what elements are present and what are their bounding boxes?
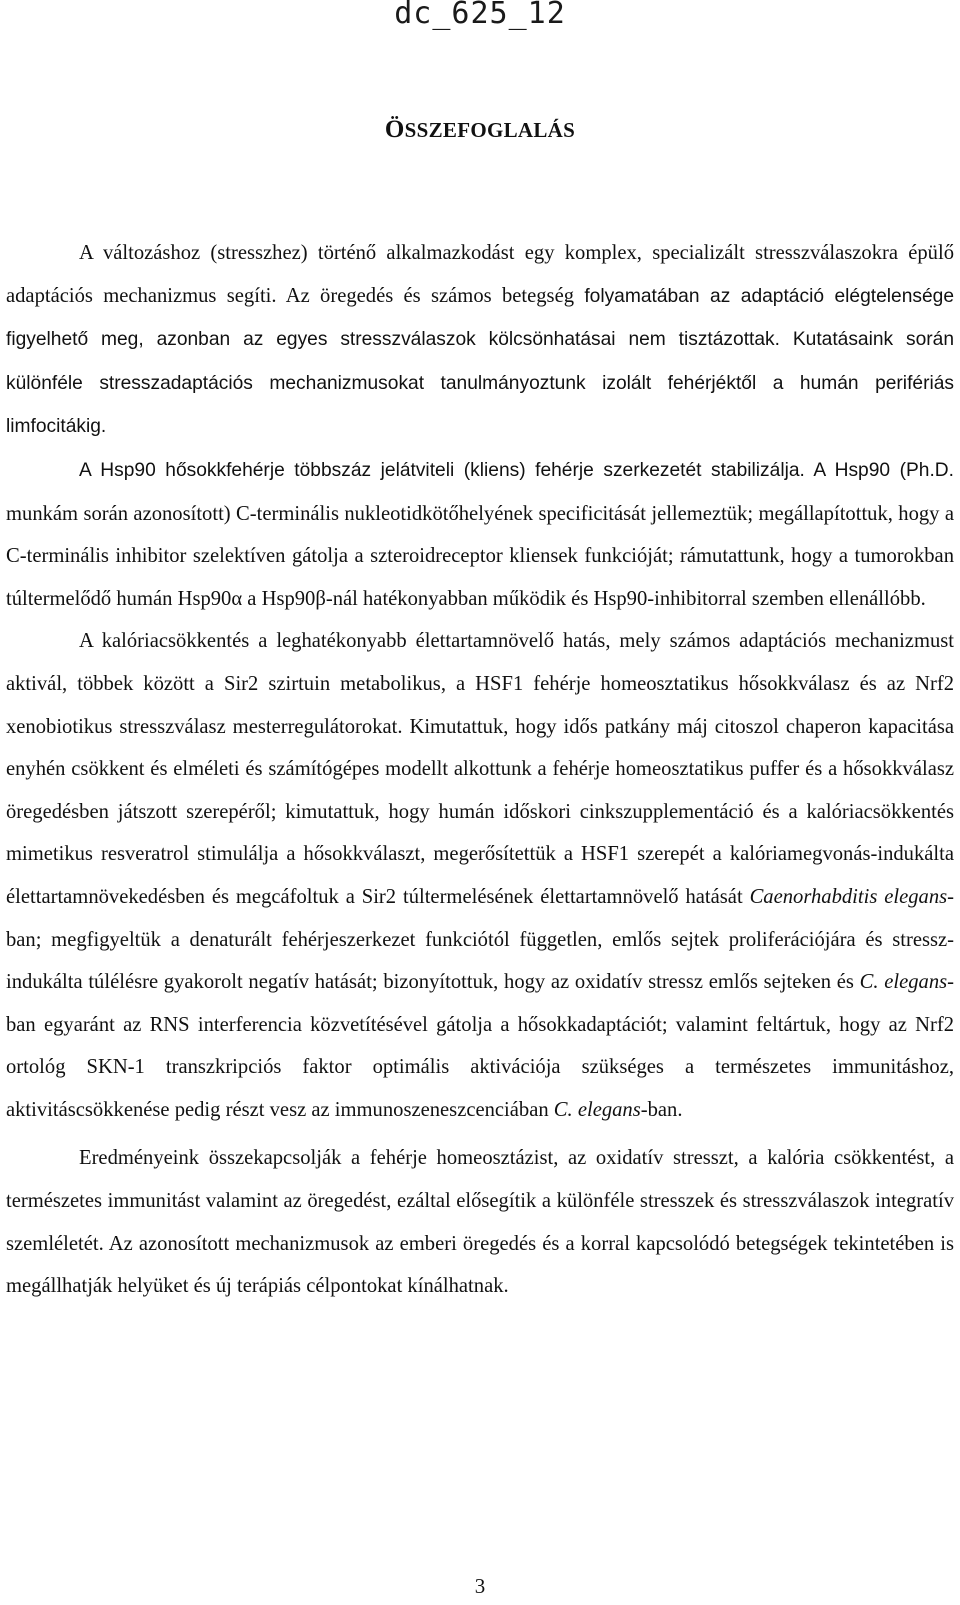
title-initial: Ö bbox=[384, 116, 405, 143]
text-segment: A kalóriacsökkentés a leghatékonyabb élettartamnövelő hatás, mely számos adaptációs mechanizmust aktivál, többek között a Sir2 szirtuin metabolikus, a HSF1 fehérje homeosztatikus hősokkválasz és az Nrf2 xenobiotikus stresszválasz mesterregulátorokat. Kimutattuk, hogy idős patkány máj citoszol chaperon kapacitása enyhén csökkent és elméleti és számítógépes modellt alkottunk a fehérje homeosztatikus puffer és a hősokkválasz öregedésben játszott szerepéről; kimutattuk, hogy humán időskori cinkszupplementáció és a kalóriacsökkentés mimetikus resveratrol stimulálja a hősokkválaszt, megerősítettük a HSF1 szerepét a kalóriamegvonás-indukálta élettartamnövekedésben és megcáfoltuk a Sir2 túltermelésének élettartamnövelő hatását bbox=[6, 630, 954, 908]
text-segment: A változáshoz (stresszhez) történő alkalmazkodást egy komplex, specializált stresszválaszokra épülő adaptációs mechanizmus segíti. Az öregedés és számos betegség bbox=[6, 242, 954, 307]
text-segment: -ban; megfigyeltük a denaturált fehérjeszerkezet funkciótól független, emlős sejtek proliferációjára és stressz-indukálta túlélésre gyakorolt negatív hatását; bizonyítottuk, hogy az oxidatív stressz emlős sejteken és bbox=[6, 885, 954, 994]
paragraph-intro bbox=[6, 232, 954, 449]
text-segment: -ban. bbox=[640, 1098, 683, 1121]
text-segment: munkám során azonosított) C-terminális nukleotidkötőhelyének specificitását jellemeztük; megállapítottuk, hogy a C-terminális inhibitor szelektíven gátolja a szteroidreceptor kliensek funkcióját; rámutattunk, hogy a tumorokban túltermelődő humán Hsp90α a Hsp90β-nál hatékonyabban működik és Hsp90-inhibitorral szemben ellenállóbb. bbox=[6, 502, 954, 610]
page-title bbox=[0, 116, 960, 144]
title-rest: SSZEFOGLALÁS bbox=[404, 118, 576, 142]
text-segment: -ban egyaránt az RNS interferencia közvetítésével gátolja a hősokkadaptációt; valamint feltártuk, hogy az Nrf2 ortológ SKN-1 transzkripciós faktor optimális aktivációja szükséges a természetes immunitáshoz, aktivitáscsökkenése pedig részt vesz az immunoszeneszcenciában bbox=[6, 971, 954, 1121]
text-segment: A Hsp90 hősokkfehérje többszáz jelátviteli (kliens) fehérje szerkezetét stabilizálja. A Hsp90 (Ph.D. bbox=[79, 459, 954, 481]
page-number: 3 bbox=[474, 1574, 486, 1598]
document-id-header: dc_625_12 bbox=[394, 0, 566, 31]
paragraph-conclusion bbox=[6, 1137, 954, 1307]
document-body bbox=[6, 232, 954, 1308]
species-name-italic: C. elegans bbox=[553, 1098, 641, 1121]
paragraph-caloric-restriction bbox=[6, 620, 954, 1131]
text-segment: folyamatában az adaptáció elégtelensége figyelhető meg, azonban az egyes stresszválaszok kölcsönhatásai nem tisztázottak. Kutatásaink során különféle stresszadaptációs mechanizmusokat tanulmányoztunk izolált fehérjéktől a humán perifériás limfocitákig. bbox=[6, 285, 954, 438]
paragraph-hsp90 bbox=[6, 449, 954, 620]
species-name-italic: C. elegans bbox=[859, 971, 948, 994]
text-segment: Eredményeink összekapcsolják a fehérje homeosztázist, az oxidatív stresszt, a kalória csökkentést, a természetes immunitást valamint az öregedést, ezáltal elősegítik a különféle stresszek és stresszválaszok integratív szemléletét. Az azonosított mechanizmusok az emberi öregedés és a korral kapcsolódó betegségek tekintetében is megállhatják helyüket és új terápiás célpontokat kínálhatnak. bbox=[6, 1147, 954, 1298]
species-name-italic: Caenorhabditis elegans bbox=[749, 885, 948, 908]
